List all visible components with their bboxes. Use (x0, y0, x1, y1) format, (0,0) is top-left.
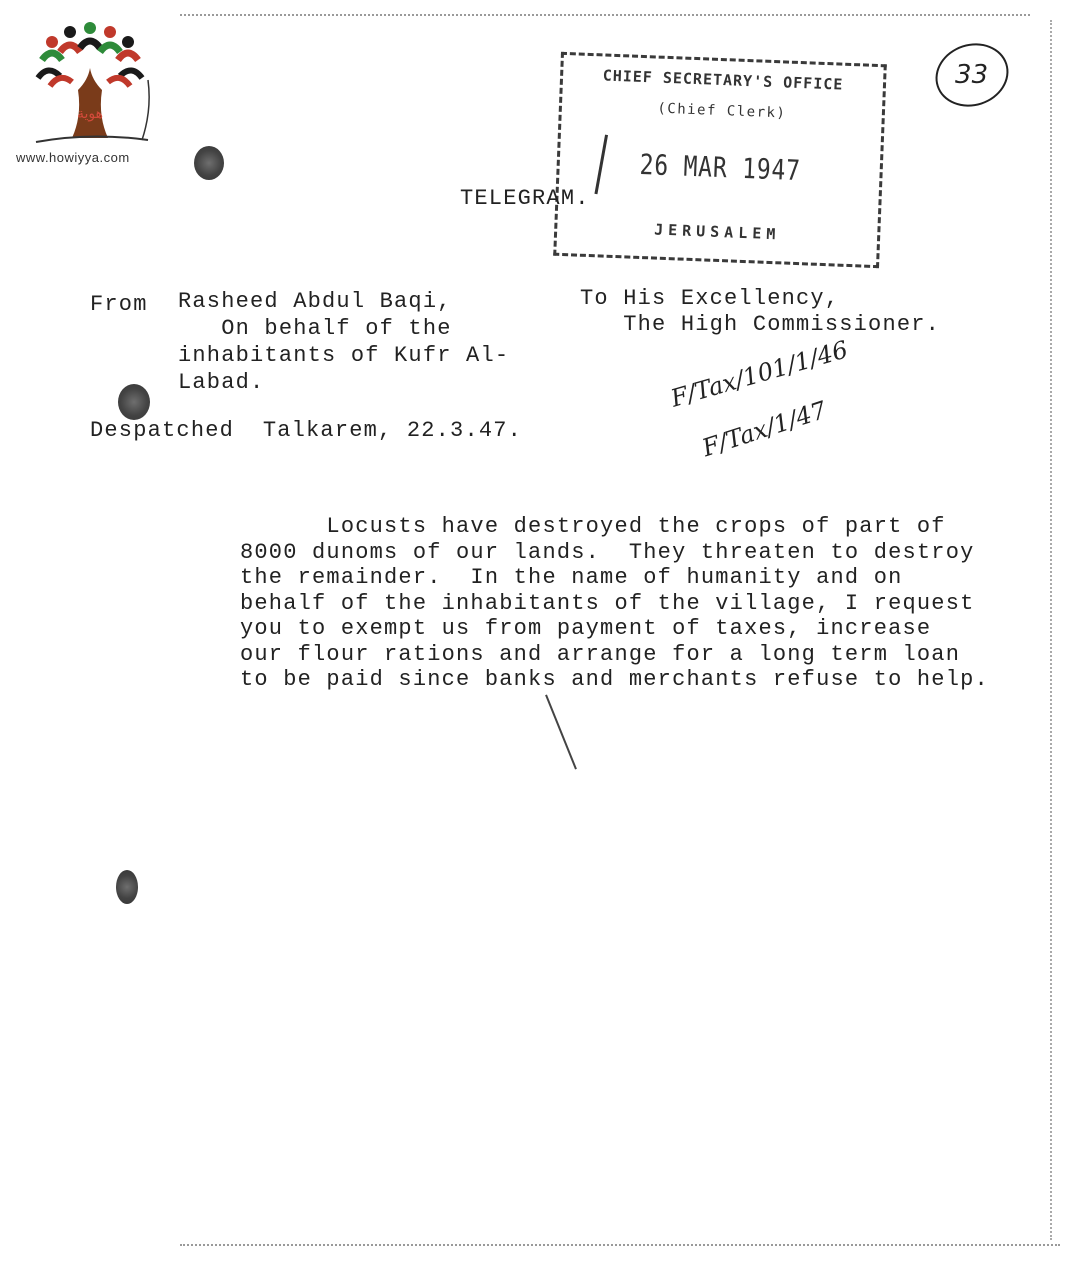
page-number-text: 33 (955, 60, 989, 90)
to-block (580, 286, 940, 338)
from-line: On behalf of the (178, 316, 452, 341)
pen-stroke (545, 695, 577, 770)
stamp-date: 26 MAR 1947 (639, 147, 802, 188)
logo-arabic-text: هوية (76, 106, 104, 122)
body-line: our flour rations and arrange for a long term loan (240, 641, 961, 667)
from-line: Rasheed Abdul Baqi, (178, 289, 452, 314)
stamp-tick-mark (594, 135, 608, 195)
telegram-body (240, 514, 989, 693)
tree-logo-icon (30, 20, 160, 150)
from-line: Labad. (178, 370, 265, 395)
office-stamp (553, 52, 887, 268)
from-label: From (90, 292, 148, 317)
scan-edge-right (1050, 20, 1052, 1240)
body-line: to be paid since banks and merchants refuse to help. (240, 667, 989, 692)
howiyya-logo (30, 20, 160, 165)
telegram-heading: TELEGRAM. (460, 186, 590, 211)
despatched-line: Despatched Talkarem, 22.3.47. (90, 418, 523, 443)
body-line: you to exempt us from payment of taxes, increase (240, 616, 932, 641)
body-line: behalf of the inhabitants of the village, I request (240, 590, 975, 616)
handwritten-ref: F/Tax/101/1/46 (667, 335, 851, 413)
body-line: Locusts have destroyed the crops of part of (240, 514, 946, 539)
punch-hole (118, 384, 150, 420)
from-line: inhabitants of Kufr Al- (178, 343, 510, 368)
stamp-city: JERUSALEM (653, 220, 781, 244)
stamp-clerk: (Chief Clerk) (657, 100, 787, 122)
body-line: 8000 dunoms of our lands. They threaten to destroy (240, 539, 975, 565)
handwritten-ref: F/Tax/1/47 (698, 395, 830, 463)
punch-hole (194, 146, 224, 180)
from-block (178, 288, 509, 396)
page-number (927, 34, 1017, 116)
to-line: The High Commissioner. (580, 312, 941, 337)
to-line: To His Excellency, (580, 286, 840, 311)
stamp-office: CHIEF SECRETARY'S OFFICE (602, 66, 844, 94)
punch-hole (116, 870, 138, 904)
scan-edge-top (180, 14, 1030, 16)
body-line: the remainder. In the name of humanity and on (240, 565, 903, 590)
scan-edge-bottom (180, 1244, 1060, 1246)
logo-caption: www.howiyya.com (16, 150, 130, 165)
